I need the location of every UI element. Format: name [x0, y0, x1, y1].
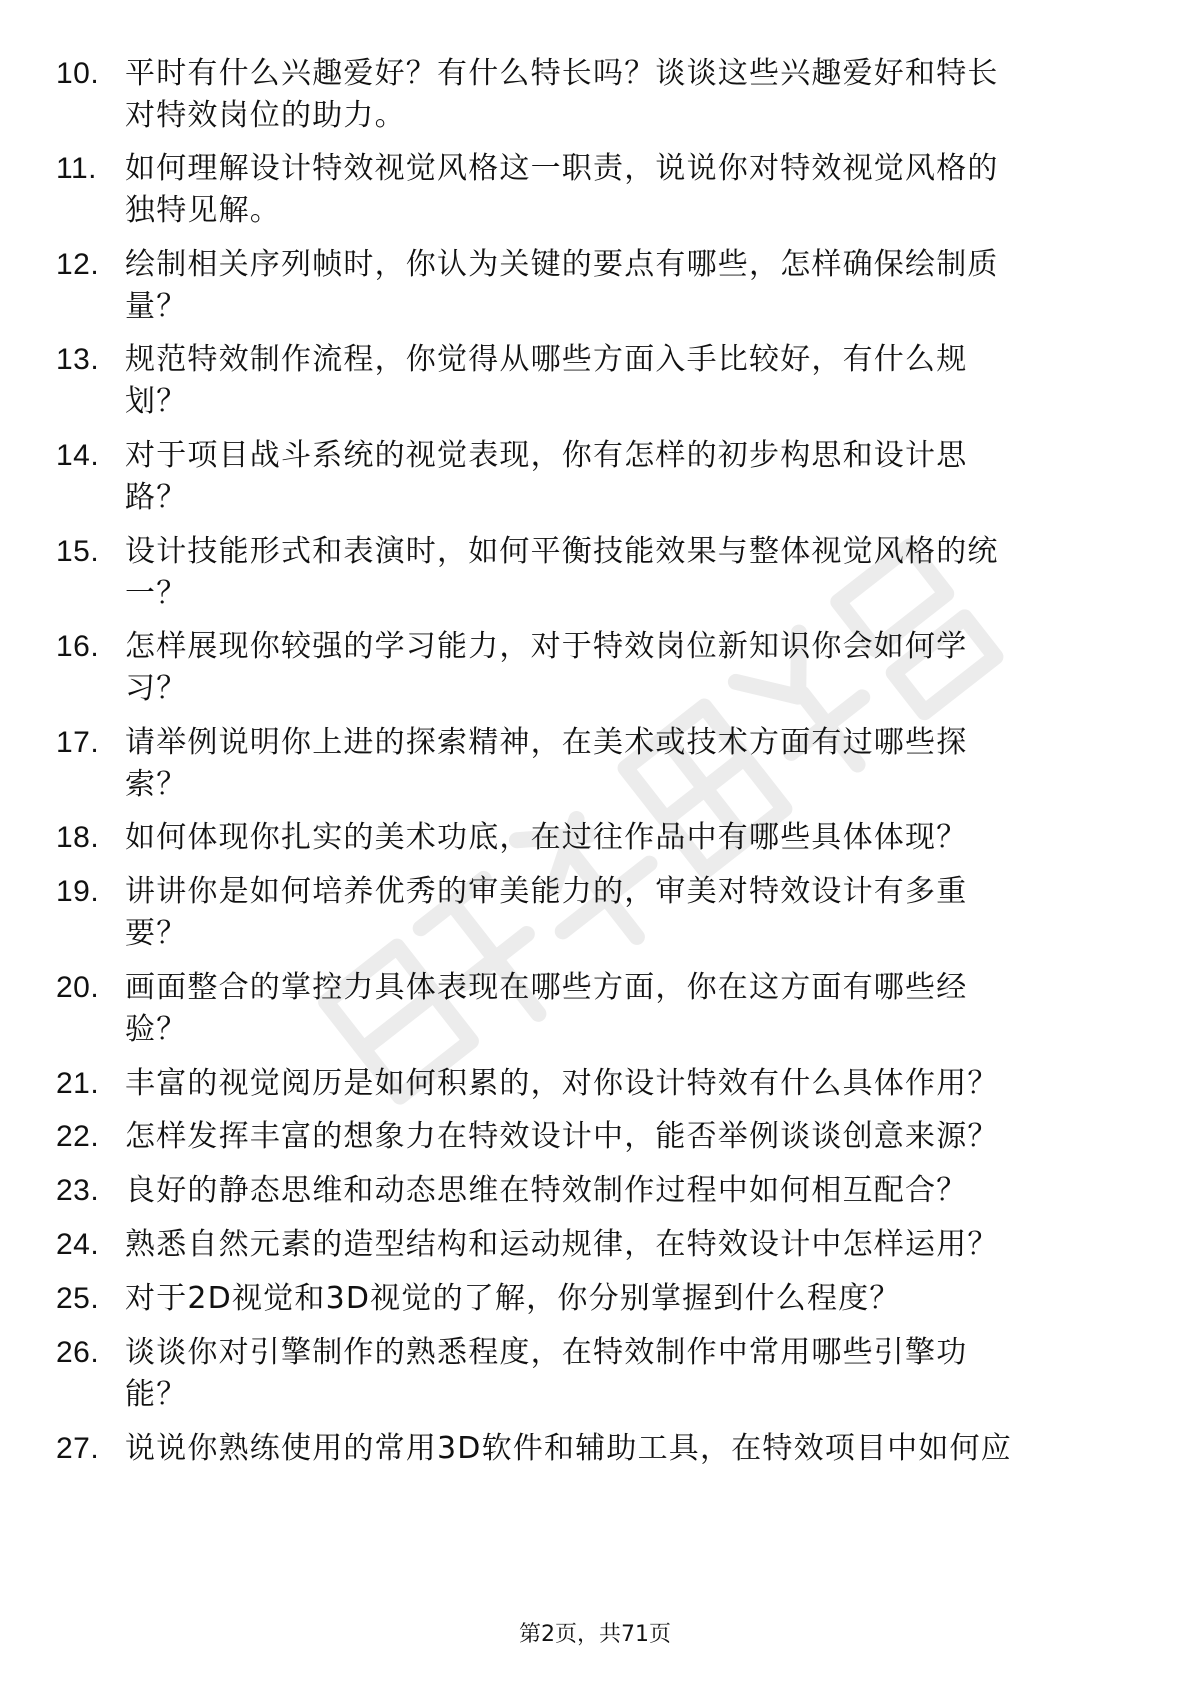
- question-text-line: 一？: [125, 576, 188, 611]
- question-text-line: 说说你熟练使用的常用3D软件和辅助工具，在特效项目中如何应: [125, 1431, 1012, 1466]
- question-text-line: 索？: [125, 767, 188, 802]
- page-number-footer: 第2页，共71页: [519, 1622, 671, 1647]
- question-text-line: 平时有什么兴趣爱好？有什么特长吗？谈谈这些兴趣爱好和特长: [125, 56, 999, 91]
- question-text-line: 怎样展现你较强的学习能力，对于特效岗位新知识你会如何学: [125, 629, 968, 664]
- question-number: 23.: [56, 1174, 100, 1207]
- question-number: 10.: [56, 57, 100, 90]
- question-text-line: 对特效岗位的助力。: [125, 98, 406, 133]
- question-text-line: 设计技能形式和表演时，如何平衡技能效果与整体视觉风格的统: [125, 534, 999, 569]
- question-text-line: 对于项目战斗系统的视觉表现，你有怎样的初步构思和设计思: [125, 438, 968, 473]
- question-text-line: 对于2D视觉和3D视觉的了解，你分别掌握到什么程度？: [125, 1281, 901, 1316]
- question-number: 22.: [56, 1120, 100, 1153]
- question-number: 27.: [56, 1432, 100, 1465]
- question-number: 20.: [56, 971, 100, 1004]
- question-text-line: 划？: [125, 384, 188, 419]
- question-number: 17.: [56, 726, 100, 759]
- question-text-line: 怎样发挥丰富的想象力在特效设计中，能否举例谈谈创意来源？: [125, 1119, 999, 1154]
- question-number: 11.: [56, 152, 97, 185]
- question-text-line: 路？: [125, 480, 188, 515]
- question-number: 19.: [56, 875, 100, 908]
- question-number: 25.: [56, 1282, 100, 1315]
- question-text-line: 熟悉自然元素的造型结构和运动规律，在特效设计中怎样运用？: [125, 1227, 999, 1262]
- question-text-line: 独特见解。: [125, 193, 281, 228]
- question-text-line: 习？: [125, 671, 188, 706]
- question-text-line: 谈谈你对引擎制作的熟悉程度，在特效制作中常用哪些引擎功: [125, 1335, 968, 1370]
- question-text-line: 丰富的视觉阅历是如何积累的，对你设计特效有什么具体作用？: [125, 1066, 999, 1101]
- question-number: 12.: [56, 248, 100, 281]
- question-number: 18.: [56, 821, 100, 854]
- question-text-line: 请举例说明你上进的探索精神，在美术或技术方面有过哪些探: [125, 725, 968, 760]
- question-number: 14.: [56, 439, 100, 472]
- question-text-line: 验？: [125, 1012, 188, 1047]
- question-text-line: 讲讲你是如何培养优秀的审美能力的，审美对特效设计有多重: [125, 874, 968, 909]
- question-number: 15.: [56, 535, 100, 568]
- question-text-line: 如何理解设计特效视觉风格这一职责，说说你对特效视觉风格的: [125, 151, 999, 186]
- question-number: 26.: [56, 1336, 100, 1369]
- question-number: 16.: [56, 630, 100, 663]
- question-text-line: 规范特效制作流程，你觉得从哪些方面入手比较好，有什么规: [125, 342, 968, 377]
- question-number: 13.: [56, 343, 100, 376]
- question-text-line: 能？: [125, 1377, 188, 1412]
- question-number: 21.: [56, 1067, 100, 1100]
- question-text-line: 量？: [125, 289, 188, 324]
- question-text-line: 如何体现你扎实的美术功底，在过往作品中有哪些具体体现？: [125, 820, 968, 855]
- question-number: 24.: [56, 1228, 100, 1261]
- question-text-line: 良好的静态思维和动态思维在特效制作过程中如何相互配合？: [125, 1173, 968, 1208]
- question-text-line: 画面整合的掌控力具体表现在哪些方面，你在这方面有哪些经: [125, 970, 968, 1005]
- question-text-line: 绘制相关序列帧时，你认为关键的要点有哪些，怎样确保绘制质: [125, 247, 999, 282]
- question-text-line: 要？: [125, 916, 188, 951]
